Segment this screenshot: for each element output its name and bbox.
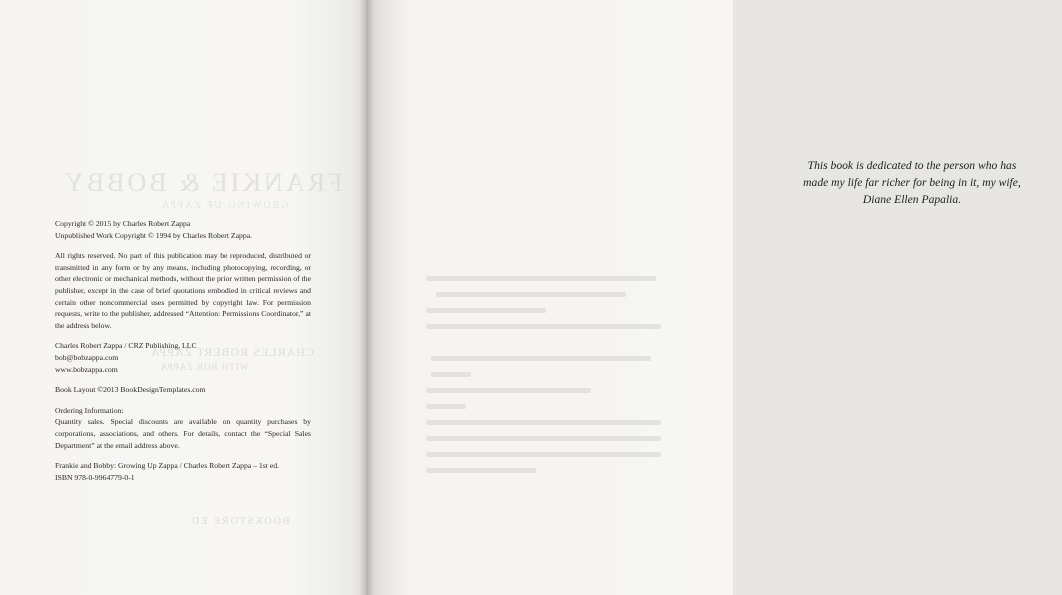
right-page xyxy=(366,0,1021,595)
show-through-line xyxy=(426,436,661,441)
ordering-information xyxy=(55,405,311,451)
left-page xyxy=(0,0,366,595)
copyright-notice xyxy=(55,218,311,241)
dedication-line: This book is dedicated to the person who has xyxy=(807,159,1017,172)
show-through-line xyxy=(426,468,536,473)
publisher-contact xyxy=(55,340,311,375)
show-through-press: BOOKSTORE ED xyxy=(190,516,290,527)
show-through-line xyxy=(426,308,546,313)
edition-line: Frankie and Bobby: Growing Up Zappa / Charles Robert Zappa – 1st ed. xyxy=(55,461,279,471)
show-through-author: CHARLES ROBERT ZAPPA xyxy=(150,345,314,359)
show-through-subtitle: GROWING UP ZAPPA xyxy=(160,200,289,211)
ordering-text: Quantity sales. Special discounts are available on quantity purchases by corporations, associations, and others. For details, contact the “Special Sales Department” at the email address above. xyxy=(55,417,311,450)
unpublished-work-line: Unpublished Work Copyright © 1994 by Charles Robert Zappa. xyxy=(55,230,253,240)
show-through-line xyxy=(426,420,661,425)
dedication-line: made my life far richer for being in it, my wife, xyxy=(803,176,1021,189)
show-through-line xyxy=(426,452,661,457)
publisher-website: www.bobzappa.com xyxy=(55,364,118,374)
show-through-title: FRANKIE & BOBBY xyxy=(62,168,343,197)
isbn: ISBN 978-0-9964779-0-1 xyxy=(55,472,135,482)
show-through-line xyxy=(431,372,471,377)
show-through-line xyxy=(426,388,591,393)
show-through-with: WITH BOB ZAPPA xyxy=(160,362,249,372)
show-through-line xyxy=(426,404,466,409)
show-through-line xyxy=(426,324,661,329)
publisher-email: bob@bobzappa.com xyxy=(55,352,119,362)
edition-info xyxy=(55,460,311,483)
ordering-heading: Ordering Information: xyxy=(55,405,124,415)
dedication-line: Diane Ellen Papalia. xyxy=(862,193,962,206)
show-through-line xyxy=(426,276,656,281)
rights-paragraph: All rights reserved. No part of this publication may be reproduced, distributed or transmitted in any form or by any means, including photocopying, recording, or other electronic or mechanical methods, without the prior written permission of the publisher, except in the case of brief quotations embodied in critical reviews and certain other noncommercial uses permitted by copyright law. For permission requests, write to the publisher, addressed “Attention: Permissions Coordinator,” at the address below. xyxy=(55,251,311,330)
publisher-name: Charles Robert Zappa / CRZ Publishing, LLC xyxy=(55,341,197,351)
copyright-block xyxy=(55,218,311,483)
show-through-line xyxy=(431,356,651,361)
book-layout-credit: Book Layout ©2013 BookDesignTemplates.com xyxy=(55,385,206,395)
copyright-line: Copyright © 2015 by Charles Robert Zappa xyxy=(55,219,191,228)
show-through-line xyxy=(436,292,626,297)
dedication xyxy=(762,157,1062,208)
